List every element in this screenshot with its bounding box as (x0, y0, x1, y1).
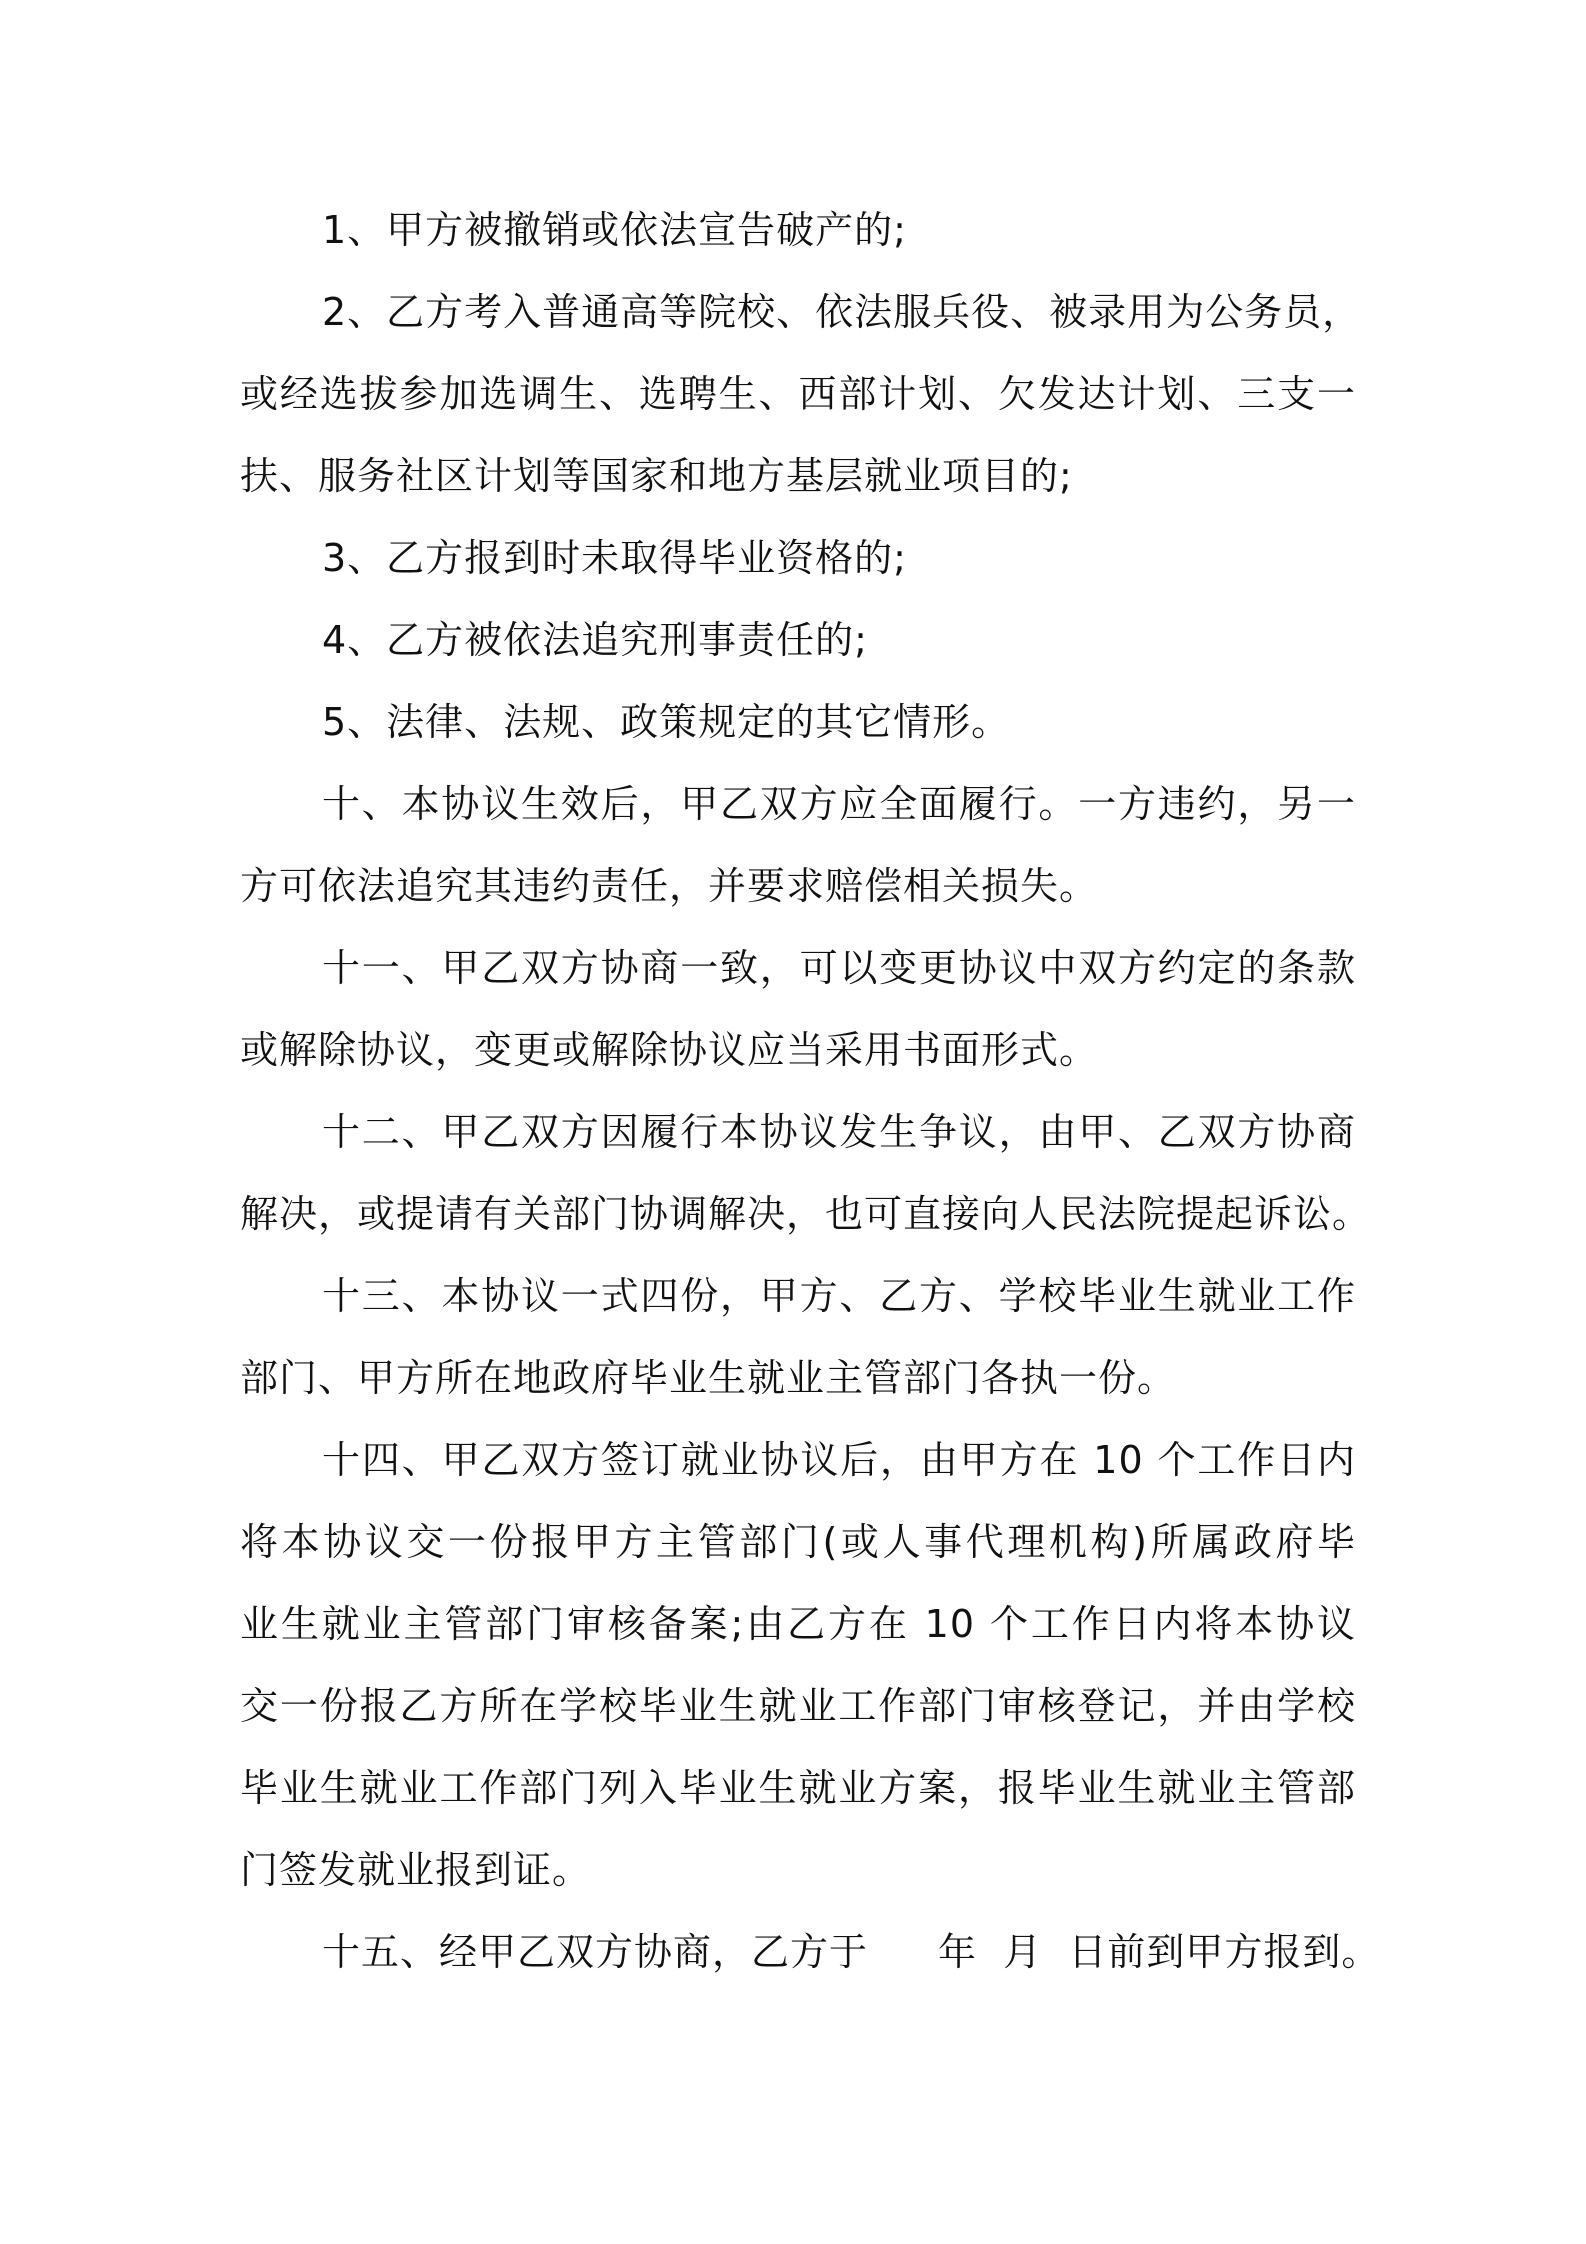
clause-item-3: 3、乙方报到时未取得毕业资格的; (322, 536, 907, 580)
article-12-line-1: 十二、甲乙双方因履行本协议发生争议，由甲、乙双方协商 (322, 1110, 1356, 1154)
article-14-line-2: 将本协议交一份报甲方主管部门(或人事代理机构)所属政府毕 (240, 1520, 1356, 1564)
clause-item-5: 5、法律、法规、政策规定的其它情形。 (322, 700, 1011, 744)
article-15-line (322, 1928, 1380, 1976)
article-14-line-1: 十四、甲乙双方签订就业协议后，由甲方在 10 个工作日内 (322, 1438, 1356, 1482)
article-14-line-6: 门签发就业报到证。 (240, 1848, 592, 1892)
article-14-line-3: 业生就业主管部门审核备案;由乙方在 10 个工作日内将本协议 (240, 1602, 1356, 1646)
article-15-month: 月 (1003, 1930, 1043, 1974)
article-11-line-2: 或解除协议，变更或解除协议应当采用书面形式。 (240, 1028, 1099, 1072)
clause-item-2-line-2: 或经选拔参加选调生、选聘生、西部计划、欠发达计划、三支一 (240, 372, 1356, 416)
article-13-line-1: 十三、本协议一式四份，甲方、乙方、学校毕业生就业工作 (322, 1274, 1356, 1318)
article-15-prefix: 十五、经甲乙双方协商，乙方于 (322, 1930, 869, 1974)
article-10-line-1: 十、本协议生效后，甲乙双方应全面履行。一方违约，另一 (322, 782, 1356, 826)
clause-item-4: 4、乙方被依法追究刑事责任的; (322, 618, 868, 662)
article-11-line-1: 十一、甲乙双方协商一致，可以变更协议中双方约定的条款 (322, 946, 1356, 990)
article-10-line-2: 方可依法追究其违约责任，并要求赔偿相关损失。 (240, 864, 1099, 908)
article-14-line-5: 毕业生就业工作部门列入毕业生就业方案，报毕业生就业主管部 (240, 1766, 1356, 1810)
article-13-line-2: 部门、甲方所在地政府毕业生就业主管部门各执一份。 (240, 1356, 1177, 1400)
clause-item-2-line-1: 2、乙方考入普通高等院校、依法服兵役、被录用为公务员， (322, 290, 1362, 334)
article-15-year: 年 (938, 1930, 978, 1974)
article-15-suffix: 日前到甲方报到。 (1068, 1930, 1381, 1974)
clause-item-2-line-3: 扶、服务社区计划等国家和地方基层就业项目的; (240, 454, 1073, 498)
clause-item-1: 1、甲方被撤销或依法宣告破产的; (322, 208, 907, 252)
article-14-line-4: 交一份报乙方所在学校毕业生就业工作部门审核登记，并由学校 (240, 1684, 1356, 1728)
article-12-line-2: 解决，或提请有关部门协调解决，也可直接向人民法院提起诉讼。 (240, 1192, 1372, 1236)
